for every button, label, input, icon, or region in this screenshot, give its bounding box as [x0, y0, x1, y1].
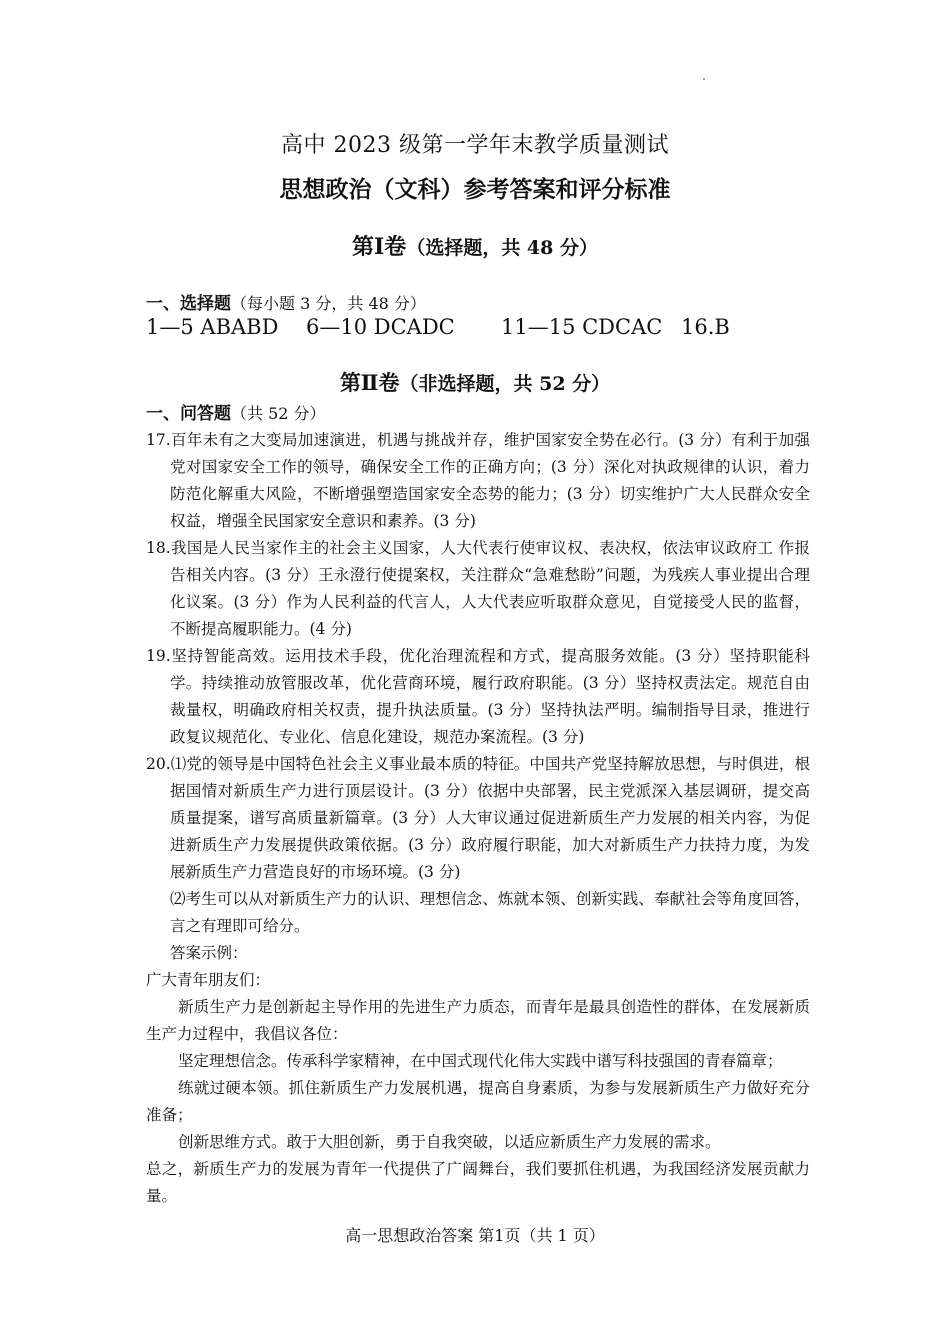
question-19-answer: 19.坚持智能高效。运用技术手段，优化治理流程和方式，提高服务效能。(3 分）坚持职能科学。持续推动放管服改革，优化营商环境，履行政府职能。(3 分）坚持权责法定。规范自由裁量权，明确政府相关权责，提升执法质量。(3 分）坚持执法严明。编制指导目录，推进行政复议规范化、专业化、信息化建设，规范办案流程。(3 分)	[146, 647, 810, 746]
choice-answers	[146, 315, 846, 343]
choice-section-note: （每小题 3 分，共 48 分）	[231, 294, 426, 313]
qa-section-note: （共 52 分）	[231, 404, 326, 423]
letter-paragraph: 新质生产力是创新起主导作用的先进生产力质态，而青年是最具创造性的群体，在发展新质生产力过程中，我倡议各位：	[146, 998, 810, 1043]
question-18-answer: 18.我国是人民当家作主的社会主义国家，人大代表行使审议权、表决权，依法审议政府工 作报告相关内容。(3 分）王永澄行使提案权，关注群众“急难愁盼”问题，为残疾人事业提出合理化议案。(3 分）作为人民利益的代言人，人大代表应听取群众意见，自觉接受人民的监督，不断提高履职能力。(4 分)	[146, 539, 810, 638]
choice-section-heading	[146, 289, 426, 314]
answer-group-1: 1—5 ABABD	[146, 315, 279, 339]
exam-title: 高中 2023 级第一学年末教学质量测试	[281, 133, 669, 158]
answer-group-4: 16.B	[681, 315, 730, 339]
answer-group-2: 6—10 DCADC	[306, 315, 455, 339]
question-20-part2-answer: ⑵考生可以从对新质生产力的认识、理想信念、炼就本领、创新实践、奉献社会等角度回答，言之有理即可给分。	[170, 890, 810, 935]
proposal-item-1: 坚定理想信念。传承科学家精神，在中国式现代化伟大实践中谱写科技强国的青春篇章；	[178, 1052, 783, 1070]
proposal-item-3: 创新思维方式。敢于大胆创新，勇于自我突破，以适应新质生产力发展的需求。	[178, 1133, 721, 1151]
part2-heading	[0, 367, 950, 397]
answer-group-3: 11—15 CDCAC	[501, 315, 663, 339]
qa-section-heading	[146, 399, 326, 424]
part1-heading-main: 第Ⅰ卷	[352, 234, 407, 260]
part1-heading	[0, 230, 950, 261]
example-label: 答案示例：	[170, 944, 248, 962]
exam-subtitle: 思想政治（文科）参考答案和评分标准	[279, 176, 671, 203]
proposal-item-2: 练就过硬本领。抓住新质生产力发展机遇，提高自身素质，为参与发展新质生产力做好充分准备；	[146, 1079, 810, 1124]
part2-heading-sub: （非选择题，共 52 分）	[399, 373, 611, 395]
qa-section-label: 一、问答题	[146, 404, 231, 424]
part2-heading-main: 第Ⅱ卷	[339, 370, 400, 395]
letter-conclusion: 总之，新质生产力的发展为青年一代提供了广阔舞台，我们要抓住机遇，为我国经济发展贡献力量。	[146, 1160, 810, 1205]
letter-greeting: 广大青年朋友们：	[146, 971, 271, 989]
scan-dot	[703, 78, 705, 80]
part1-heading-sub: （选择题，共 48 分）	[406, 237, 598, 259]
question-20-part1-answer: 20.⑴党的领导是中国特色社会主义事业最本质的特征。中国共产党坚持解放思想，与时俱进，根据国情对新质生产力进行顶层设计。(3 分）依据中央部署，民主党派深入基层调研，提交高质量提案，谱写高质量新篇章。(3 分）人大审议通过促进新质生产力发展的相关内容，为促进新质生产力发展提供政策依据。(3 分）政府履行职能，加大对新质生产力扶持力度，为发展新质生产力营造良好的市场环境。(3 分)	[146, 755, 810, 881]
qa-answers	[146, 427, 810, 1210]
question-17-answer: 17.百年未有之大变局加速演进，机遇与挑战并存，维护国家安全势在必行。(3 分）有利于加强党对国家安全工作的领导，确保安全工作的正确方向；(3 分）深化对执政规律的认识，着力防范化解重大风险，不断增强塑造国家安全态势的能力；(3 分）切实维护广大人民群众安全权益，增强全民国家安全意识和素养。(3 分)	[146, 431, 810, 530]
page-footer: 高一思想政治答案 第1页（共 1 页）	[345, 1226, 605, 1245]
choice-section-label: 一、选择题	[146, 294, 231, 314]
